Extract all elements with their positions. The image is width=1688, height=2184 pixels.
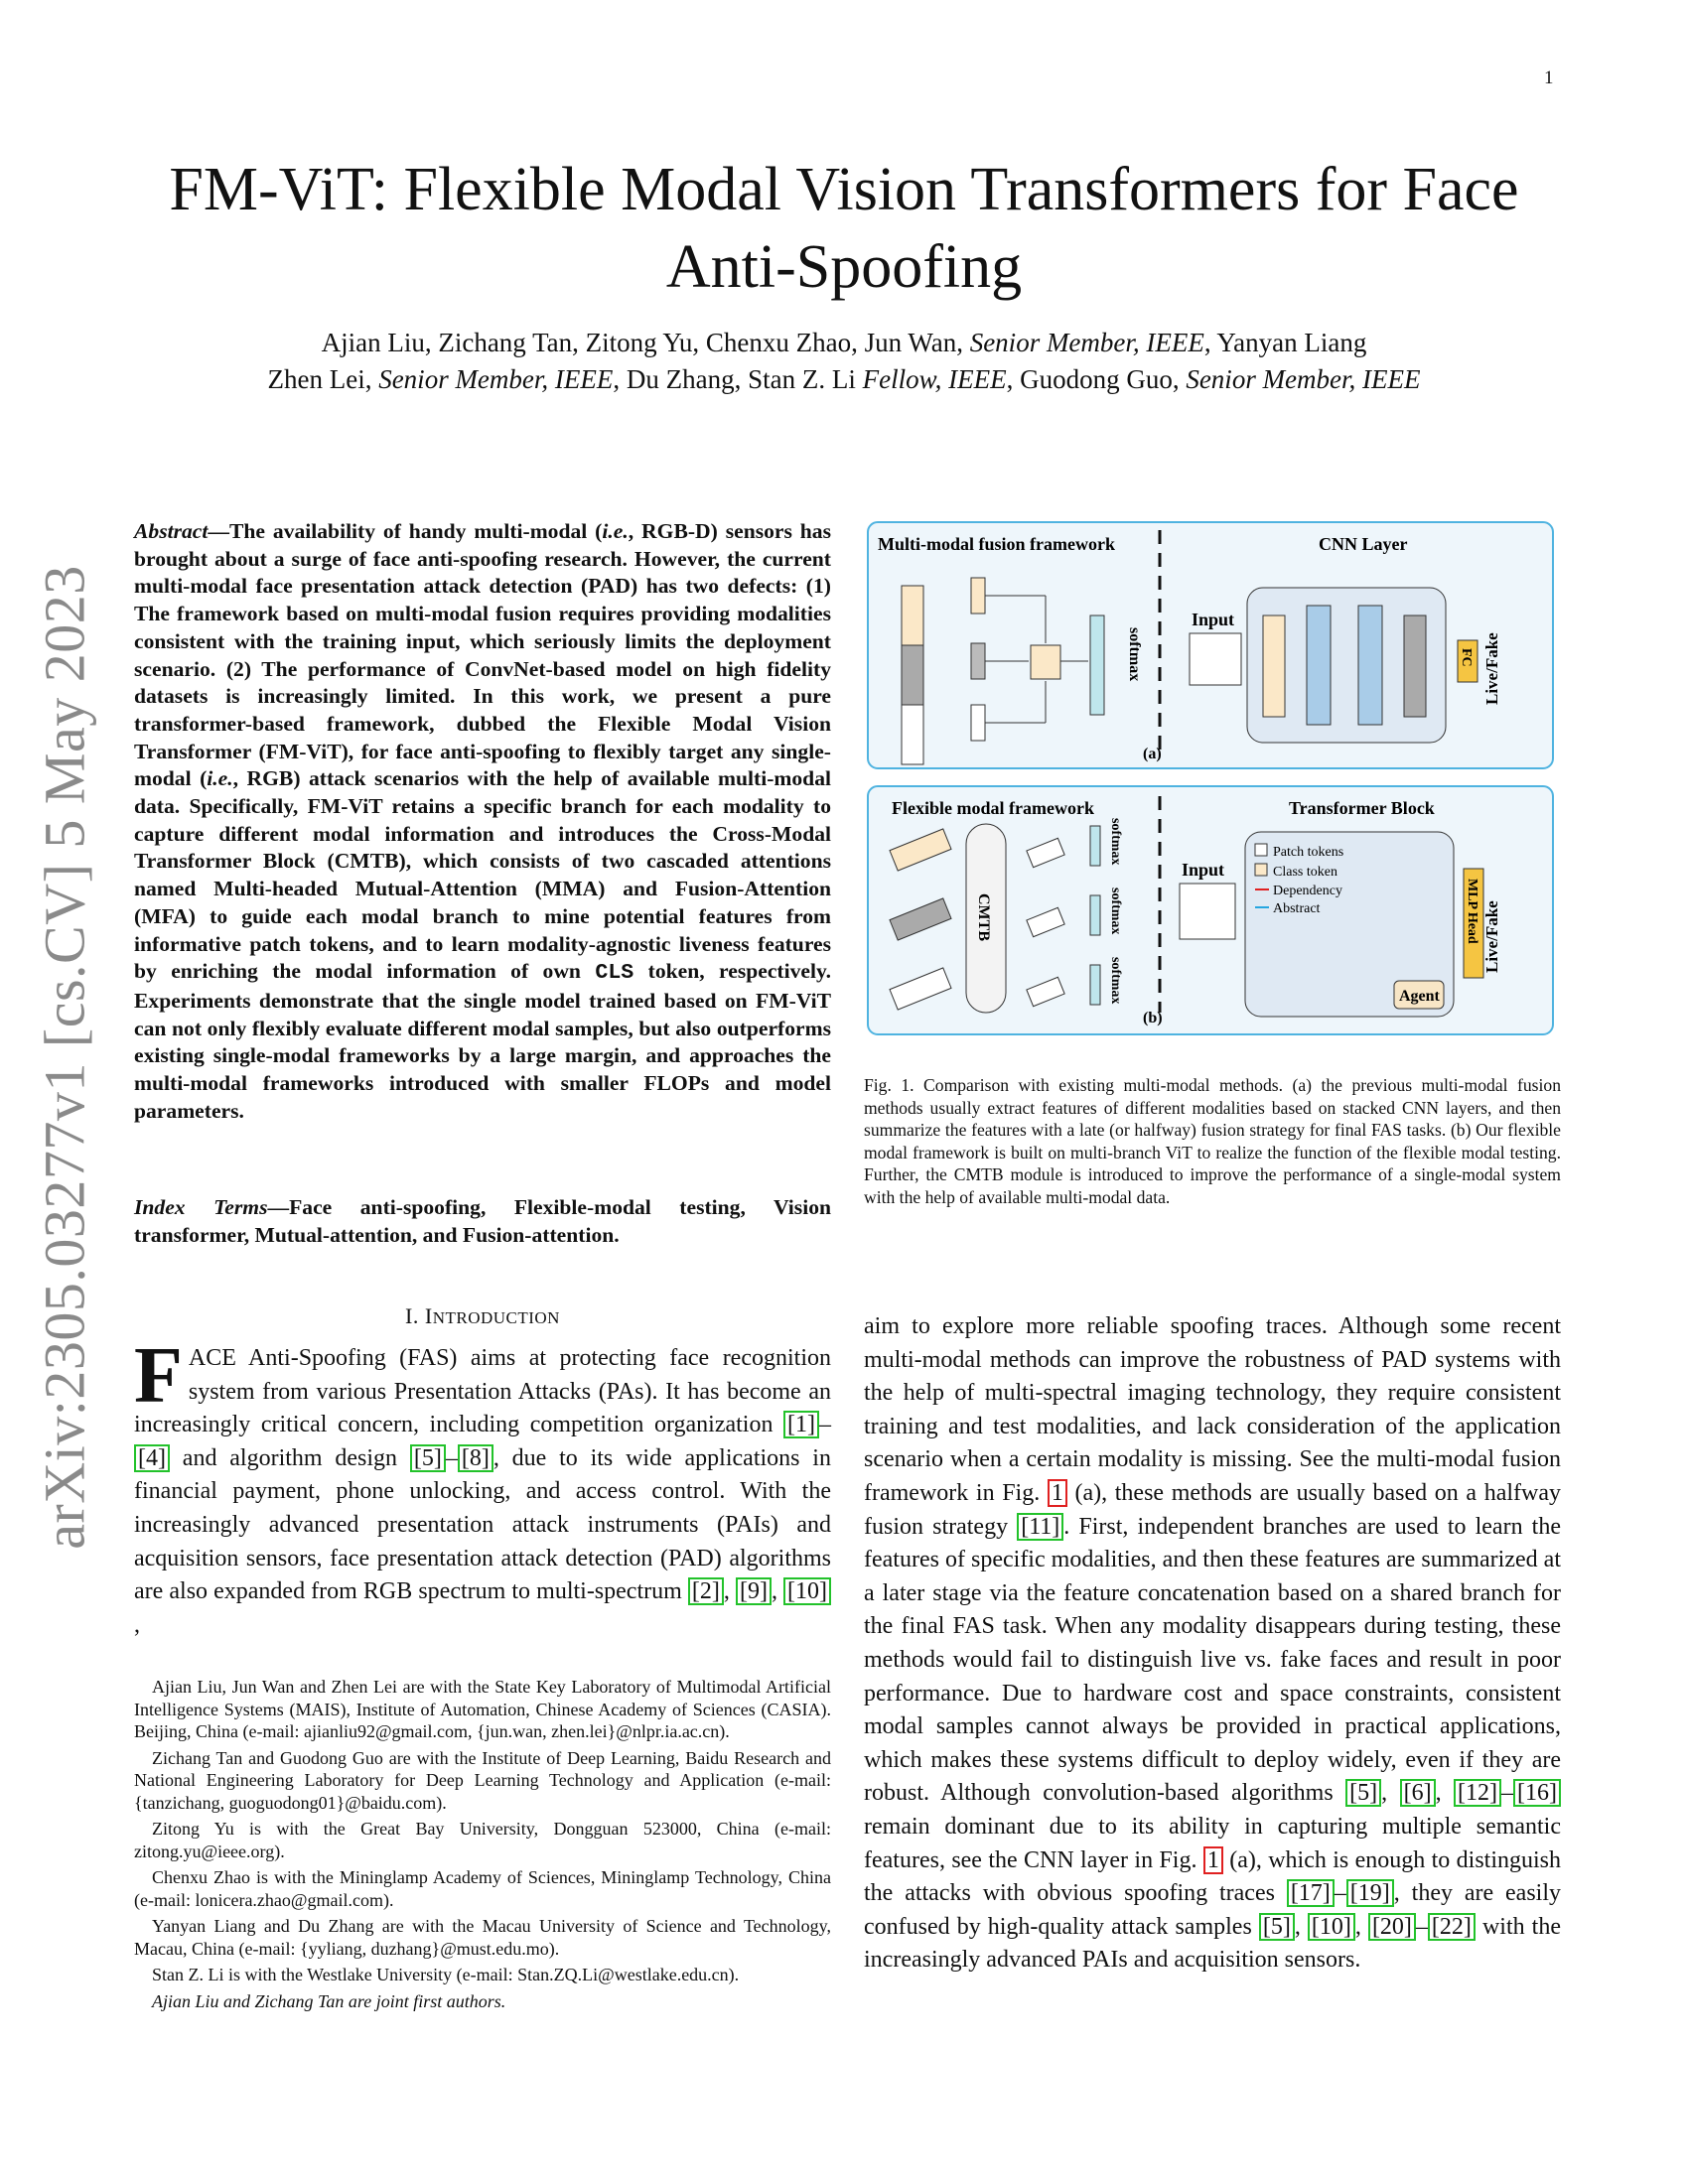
figure-link[interactable]: 1 [1048,1479,1067,1507]
legend-patch-tokens: Patch tokens [1273,845,1344,860]
body-text: , [1435,1780,1455,1807]
body-text: and algorithm design [169,1444,410,1471]
citation-link[interactable]: [1] [783,1411,819,1438]
abstract-ie: i.e. [207,766,233,791]
cmtb-label: CMTB [975,893,992,941]
introduction-left-column [134,1332,831,1642]
softmax-label-b2: softmax [1108,887,1123,935]
citation-link[interactable]: [5] [410,1444,446,1472]
citation-link[interactable]: [4] [134,1444,170,1472]
body-text: – [445,1444,458,1471]
citation-link[interactable]: [12] [1454,1779,1501,1807]
body-text: (a), which is enough to distinguish the attacks with obvious spoofing traces [864,1846,1562,1907]
authors-line2: Zhen Lei, [267,364,379,394]
abstract-lead: Abstract [134,519,209,543]
section-heading-introduction [134,1303,831,1329]
cls-token-code: CLS [595,961,634,986]
body-text: – [1501,1780,1514,1807]
body-text: , [1294,1913,1308,1940]
footnote: Yanyan Liang and Du Zhang are with the Macau University of Science and Technology, Macau, China (e-mail: {yyliang, duzhang}@must.edu.mo). [134,1916,831,1959]
authors-line1: Ajian Liu, Zichang Tan, Zitong Yu, Chenxu Zhao, Jun Wan, [321,328,970,357]
live-fake-label-a: Live/Fake [1482,632,1501,705]
abstract-text: , RGB) attack scenarios with the help of available multi-modal data. Specifically, FM-ViT retains a specific branch for each modality to capture different modal information and introduces the Cross-Modal Transformer Block (CMTB), which consists of two cascaded attentions named Multi-headed Mutual-Attention (MMA) and Fusion-Attention (MFA) to guide each modal branch to mine potential features from informative patch tokens, and to learn modality-agnostic liveness features by enriching the modal information of own [134,766,831,984]
panel-a-label: (a) [1143,746,1162,762]
citation-link[interactable]: [6] [1400,1779,1436,1807]
footnote: Stan Z. Li is with the Westlake University (e-mail: Stan.ZQ.Li@westlake.edu.cn). [152,1965,740,1984]
author-role: Senior Member, IEEE [378,364,614,394]
body-text: aim to explore more reliable spoofing traces. Although some recent multi-modal methods can improve the robustness of PAD systems with the help of multi-spectral imaging technology, they require consistent training and test modalities, and lack consideration of the application scenario when a certain modality is missing. See the multi-modal fusion framework in Fig. [864,1313,1561,1506]
footnote: Zitong Yu is with the Great Bay University, Dongguan 523000, China (e-mail: zitong.yu@ieee.org). [134,1819,831,1861]
legend-class-token: Class token [1273,865,1337,880]
citation-link[interactable]: [5] [1345,1779,1381,1807]
section-cap: I [424,1303,433,1328]
body-text: , [1381,1780,1400,1807]
author-role: Senior Member, IEEE [1186,364,1421,394]
fc-label: FC [1459,648,1474,667]
body-text: – [819,1412,831,1438]
live-fake-label-b: Live/Fake [1482,900,1501,973]
body-text: , due to its wide applications in financial payment, phone unlocking, and access control. With the increasingly advanced presentation attack instruments (PAIs) and acquisition sensors, face presentation attack detection (PAD) algorithms are also expanded from RGB spectrum to multi-spectrum [134,1444,831,1605]
paper-title: FM-ViT: Flexible Modal Vision Transformers for Face Anti-Spoofing [169,156,1519,301]
authors-line1-end: , Yanyan Liang [1203,328,1367,357]
panel-b-left-title: Flexible modal framework [892,798,1094,818]
agent-label: Agent [1399,988,1440,1005]
panel-a-right-title: CNN Layer [1319,534,1408,554]
input-patch-grid [1190,633,1241,685]
body-text: , [771,1578,784,1605]
footnote: Zichang Tan and Guodong Guo are with the Institute of Deep Learning, Baidu Research and National Engineering Laboratory for Deep Learning Technology and Application (e-mail: {tanzichang, guoguodong01}@baidu.com). [134,1747,831,1813]
authors-line2-mid2: , Guodong Guo, [1006,364,1187,394]
figure-1-caption: Fig. 1. Comparison with existing multi-modal methods. (a) the previous multi-modal fusion methods usually extract features of different modalities based on stacked CNN layers, and then summarize the features with a late (or halfway) fusion strategy for final FAS tasks. (b) Our flexible modal framework is built on multi-branch ViT to realize the function of the flexible modal testing. Further, the CMTB module is introduced to improve the performance of a single-modal system with the help of available multi-modal data. [864,1075,1561,1207]
body-text: (a), these methods are usually based on a halfway fusion strategy [864,1479,1562,1540]
citation-link[interactable]: [22] [1428,1913,1476,1941]
introduction-right-column [864,1310,1561,1978]
citation-link[interactable]: [8] [458,1444,493,1472]
author-list [129,325,1559,398]
softmax-label: softmax [1126,627,1143,682]
figure-1-diagram [862,516,1559,1040]
body-text: – [1415,1913,1428,1940]
author-role: Senior Member, IEEE [969,328,1204,357]
body-text: – [1334,1880,1346,1907]
section-number: I. [405,1303,425,1328]
footnote: Chenxu Zhao is with the Mininglamp Academy of Sciences, Mininglamp Technology, China (e-mail: lonicera.zhao@gmail.com). [134,1867,831,1910]
legend-dependency: Dependency [1273,884,1342,898]
body-text: , [134,1611,140,1638]
drop-cap: F [134,1332,183,1420]
citation-link[interactable]: [9] [736,1577,772,1605]
citation-link[interactable]: [2] [688,1577,724,1605]
citation-link[interactable]: [10] [1308,1913,1355,1941]
index-terms [134,1194,831,1249]
panel-b-right-title: Transformer Block [1289,798,1435,818]
citation-link[interactable]: [17] [1287,1879,1335,1907]
citation-link[interactable]: [19] [1346,1879,1394,1907]
author-role: Fellow, IEEE [862,364,1007,394]
abstract [134,518,831,1125]
input-label-b: Input [1182,860,1225,880]
legend-abstract: Abstract [1273,901,1321,916]
citation-link[interactable]: [20] [1368,1913,1416,1941]
input-label-a: Input [1192,610,1235,629]
arxiv-id-text: arXiv:2305.03277v1 [cs.CV] 5 May 2023 [32,565,97,1550]
page-number: 1 [1544,68,1554,88]
abstract-text: token, respectively. Experiments demonstrate that the single model trained based on FM-ViT can not only flexibly evaluate different modal samples, but also outperforms existing single-modal frameworks by a large margin, and approaches the multi-modal frameworks introduced with smaller FLOPs and model parameters. [134,959,831,1123]
citation-link[interactable]: [11] [1017,1513,1063,1541]
footnote-joint-authors: Ajian Liu and Zichang Tan are joint first authors. [152,1990,506,2011]
body-text: ACE Anti-Spoofing (FAS) aims at protecting face recognition system from various Presentation Attacks (PAs). It has become an increasingly critical concern, including competition organization [134,1345,831,1438]
mlp-head-label: MLP Head [1465,879,1479,944]
input-patch-grid-b [1180,884,1235,939]
body-text: remain dominant due to its ability in capturing multiple semantic features, see the CNN layer in Fig. [864,1813,1561,1873]
body-text: , [723,1578,736,1605]
section-smallcaps: NTRODUCTION [432,1308,560,1327]
author-footnotes [134,1676,831,2016]
body-text: . First, independent branches are used to learn the features of specific modalities, and then these features are summarized at a later stage via the feature concatenation based on a shared branch for the final FAS task. When any modality disappears during testing, these methods would fail to distinguish live vs. fake faces and result in poor performance. Due to hardware cost and space constraints, consistent modal samples cannot always be provided in practical applications, which makes these systems difficult to deploy widely, even if they are robust. Although convolution-based algorithms [864,1513,1561,1807]
body-text: , [1354,1913,1368,1940]
authors-line2-mid: , Du Zhang, Stan Z. Li [613,364,863,394]
index-terms-text: —Face anti-spoofing, Flexible-modal testing, Vision transformer, Mutual-attention, and Fusion-attention. [134,1195,831,1247]
abstract-ie: i.e. [602,519,629,543]
body-text: with the increasingly advanced PAIs and acquisition sensors. [864,1913,1562,1974]
softmax-label-b3: softmax [1108,957,1123,1005]
softmax-label-b1: softmax [1108,818,1123,866]
citation-link[interactable]: [16] [1513,1779,1561,1807]
citation-link[interactable]: [10] [783,1577,831,1605]
panel-b-label: (b) [1143,1010,1163,1026]
arxiv-sidebar-identifier [30,566,99,1549]
index-terms-lead: Index Terms [134,1195,268,1219]
footnote: Ajian Liu, Jun Wan and Zhen Lei are with the State Key Laboratory of Multimodal Artificial Intelligence Systems (MAIS), Institute of Automation, Chinese Academy of Sciences (CASIA). Beijing, China (e-mail: ajianliu92@gmail.com, {jun.wan, zhen.lei}@nlpr.ia.ac.cn). [134,1677,831,1741]
abstract-text: —The availability of handy multi-modal ( [208,519,603,543]
panel-a-left-title: Multi-modal fusion framework [878,534,1115,554]
body-text: , they are easily confused by high-quality attack samples [864,1880,1561,1940]
abstract-text: , RGB-D) sensors has brought about a surge of face anti-spoofing research. However, the current multi-modal face presentation attack detection (PAD) has two defects: (1) The framework based on multi-modal fusion requires providing modalities consistent with the training input, which seriously limits the deployment scenario. (2) The performance of ConvNet-based model on high fidelity datasets is increasingly limited. In this work, we present a pure transformer-based framework, dubbed the Flexible Modal Vision Transformer (FM-ViT), for face anti-spoofing to flexibly target any single-modal ( [134,519,831,791]
citation-link[interactable]: [5] [1259,1913,1295,1941]
figure-link[interactable]: 1 [1203,1846,1223,1874]
